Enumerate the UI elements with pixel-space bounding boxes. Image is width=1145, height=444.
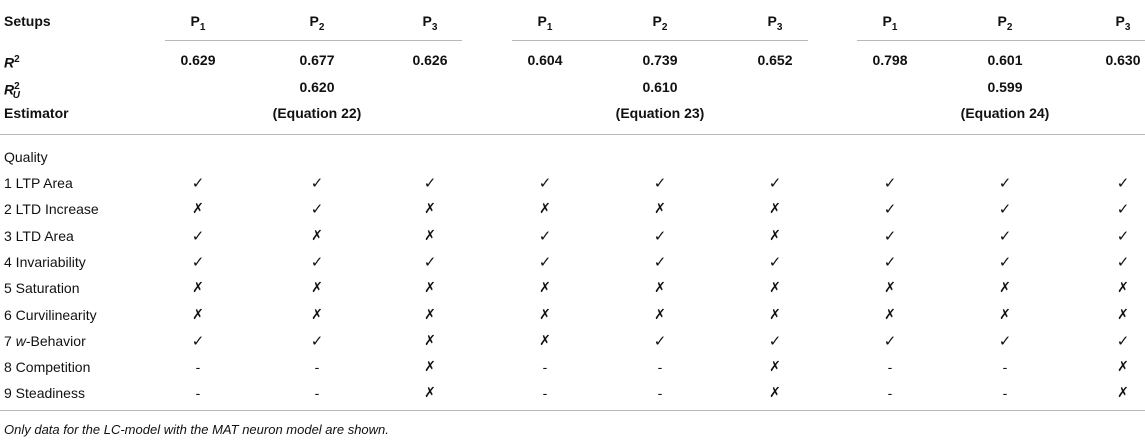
- column-header: $P_3$: [767, 13, 783, 33]
- dash-mark: -: [887, 385, 893, 402]
- column-header: $P_1$: [882, 13, 898, 33]
- check-mark-icon: ✓: [310, 200, 324, 219]
- check-mark-icon: ✓: [538, 252, 552, 271]
- table-row: [0, 302, 1145, 328]
- dash-mark: -: [542, 359, 548, 376]
- table-row: [0, 223, 1145, 249]
- group-rule: [165, 40, 462, 41]
- cross-mark-icon: ✗: [424, 385, 436, 402]
- r2-value: 0.652: [757, 52, 793, 68]
- ru2-label: $R^2_U$: [4, 81, 20, 102]
- cross-mark-icon: ✗: [311, 280, 323, 297]
- check-mark-icon: ✓: [768, 252, 782, 271]
- check-mark-icon: ✓: [998, 174, 1012, 192]
- group-rule: [857, 40, 1145, 41]
- row-label: 2 LTD Increase: [4, 201, 99, 218]
- r2-value: 0.677: [299, 52, 335, 68]
- dash-mark: -: [657, 385, 663, 402]
- cross-mark-icon: ✗: [192, 306, 204, 323]
- dash-mark: -: [314, 385, 320, 402]
- setups-label: Setups: [4, 13, 51, 29]
- r2-row: [0, 47, 1145, 73]
- dash-mark: -: [1002, 385, 1008, 402]
- estimator-value: (Equation 22): [272, 105, 362, 121]
- dash-mark: -: [542, 385, 548, 402]
- row-label: 3 LTD Area: [4, 227, 74, 244]
- row-label: 6 Curvilinearity: [4, 306, 97, 323]
- estimator-label: Estimator: [4, 105, 69, 121]
- cross-mark-icon: ✗: [1117, 280, 1129, 297]
- check-mark-icon: ✓: [1116, 226, 1130, 245]
- row-label: 8 Competition: [4, 359, 91, 376]
- cross-mark-icon: ✗: [769, 359, 781, 376]
- cross-mark-icon: ✗: [311, 227, 323, 244]
- check-mark-icon: ✓: [538, 226, 552, 245]
- cross-mark-icon: ✗: [539, 306, 551, 323]
- check-mark-icon: ✓: [653, 331, 667, 350]
- header-row: [0, 8, 1145, 34]
- check-mark-icon: ✓: [310, 331, 324, 350]
- dash-mark: -: [887, 359, 893, 376]
- table-row: [0, 196, 1145, 222]
- check-mark-icon: ✓: [191, 331, 205, 350]
- cross-mark-icon: ✗: [769, 306, 781, 323]
- cross-mark-icon: ✗: [424, 227, 436, 244]
- footer-rule: [0, 410, 1145, 411]
- check-mark-icon: ✓: [768, 174, 782, 192]
- check-mark-icon: ✓: [883, 200, 897, 219]
- cross-mark-icon: ✗: [424, 280, 436, 297]
- cross-mark-icon: ✗: [999, 306, 1011, 323]
- cross-mark-icon: ✗: [1117, 385, 1129, 402]
- check-mark-icon: ✓: [653, 226, 667, 245]
- cross-mark-icon: ✗: [769, 227, 781, 244]
- column-header: $P_3$: [422, 13, 438, 33]
- cross-mark-icon: ✗: [769, 280, 781, 297]
- check-mark-icon: ✓: [423, 174, 437, 192]
- column-header: $P_3$: [1115, 13, 1131, 33]
- table-row: [0, 249, 1145, 275]
- table-row: [0, 275, 1145, 301]
- cross-mark-icon: ✗: [424, 359, 436, 376]
- ru2-value: 0.610: [642, 79, 678, 95]
- check-mark-icon: ✓: [653, 174, 667, 192]
- cross-mark-icon: ✗: [424, 306, 436, 323]
- check-mark-icon: ✓: [883, 252, 897, 271]
- row-label: 4 Invariability: [4, 253, 86, 270]
- estimator-value: (Equation 23): [615, 105, 705, 121]
- cross-mark-icon: ✗: [424, 201, 436, 218]
- cross-mark-icon: ✗: [654, 280, 666, 297]
- check-mark-icon: ✓: [310, 252, 324, 271]
- row-label: 5 Saturation: [4, 280, 80, 297]
- quality-section-row: [0, 144, 1145, 170]
- ru2-value: 0.620: [299, 79, 335, 95]
- check-mark-icon: ✓: [423, 252, 437, 271]
- cross-mark-icon: ✗: [539, 280, 551, 297]
- cross-mark-icon: ✗: [769, 385, 781, 402]
- cross-mark-icon: ✗: [539, 201, 551, 218]
- column-header: $P_2$: [652, 13, 668, 33]
- cross-mark-icon: ✗: [654, 306, 666, 323]
- cross-mark-icon: ✗: [192, 280, 204, 297]
- check-mark-icon: ✓: [883, 331, 897, 350]
- check-mark-icon: ✓: [998, 252, 1012, 271]
- check-mark-icon: ✓: [310, 174, 324, 192]
- estimator-value: (Equation 24): [960, 105, 1050, 121]
- cross-mark-icon: ✗: [539, 332, 551, 349]
- check-mark-icon: ✓: [191, 252, 205, 271]
- dash-mark: -: [657, 359, 663, 376]
- r2-value: 0.604: [527, 52, 563, 68]
- cross-mark-icon: ✗: [311, 306, 323, 323]
- cross-mark-icon: ✗: [654, 201, 666, 218]
- cross-mark-icon: ✗: [884, 280, 896, 297]
- check-mark-icon: ✓: [883, 226, 897, 245]
- check-mark-icon: ✓: [1116, 331, 1130, 350]
- r2-value: 0.630: [1105, 52, 1141, 68]
- cross-mark-icon: ✗: [1117, 306, 1129, 323]
- row-label: 1 LTP Area: [4, 175, 73, 191]
- check-mark-icon: ✓: [998, 200, 1012, 219]
- ru2-row: [0, 74, 1145, 100]
- row-label: 7 w-Behavior: [4, 332, 86, 349]
- cross-mark-icon: ✗: [884, 306, 896, 323]
- cross-mark-icon: ✗: [769, 201, 781, 218]
- column-header: $P_2$: [997, 13, 1013, 33]
- cross-mark-icon: ✗: [192, 201, 204, 218]
- group-rule: [512, 40, 808, 41]
- check-mark-icon: ✓: [653, 252, 667, 271]
- check-mark-icon: ✓: [768, 331, 782, 350]
- dash-mark: -: [1002, 359, 1008, 376]
- r2-value: 0.798: [872, 52, 908, 68]
- check-mark-icon: ✓: [1116, 200, 1130, 219]
- ru2-value: 0.599: [987, 79, 1023, 95]
- cross-mark-icon: ✗: [1117, 359, 1129, 376]
- table-row: [0, 170, 1145, 196]
- r2-label: $R^2$: [4, 54, 20, 71]
- check-mark-icon: ✓: [998, 226, 1012, 245]
- check-mark-icon: ✓: [1116, 174, 1130, 192]
- column-header: $P_2$: [309, 13, 325, 33]
- check-mark-icon: ✓: [1116, 252, 1130, 271]
- table-row: [0, 328, 1145, 354]
- dash-mark: -: [195, 359, 201, 376]
- check-mark-icon: ✓: [191, 226, 205, 245]
- table-row: [0, 354, 1145, 380]
- column-header: $P_1$: [190, 13, 206, 33]
- estimator-row: [0, 100, 1145, 126]
- cross-mark-icon: ✗: [424, 332, 436, 349]
- check-mark-icon: ✓: [883, 174, 897, 192]
- r2-value: 0.601: [987, 52, 1023, 68]
- dash-mark: -: [314, 359, 320, 376]
- row-label: 9 Steadiness: [4, 385, 85, 402]
- quality-section-label: Quality: [4, 149, 48, 165]
- cross-mark-icon: ✗: [999, 280, 1011, 297]
- r2-value: 0.739: [642, 52, 678, 68]
- r2-value: 0.626: [412, 52, 448, 68]
- dash-mark: -: [195, 385, 201, 402]
- r2-value: 0.629: [180, 52, 216, 68]
- table-footnote: Only data for the LC-model with the MAT neuron model are shown.: [4, 422, 389, 437]
- check-mark-icon: ✓: [538, 174, 552, 192]
- column-header: $P_1$: [537, 13, 553, 33]
- check-mark-icon: ✓: [998, 331, 1012, 350]
- header-rule: [0, 134, 1145, 135]
- check-mark-icon: ✓: [191, 174, 205, 192]
- table-row: [0, 380, 1145, 406]
